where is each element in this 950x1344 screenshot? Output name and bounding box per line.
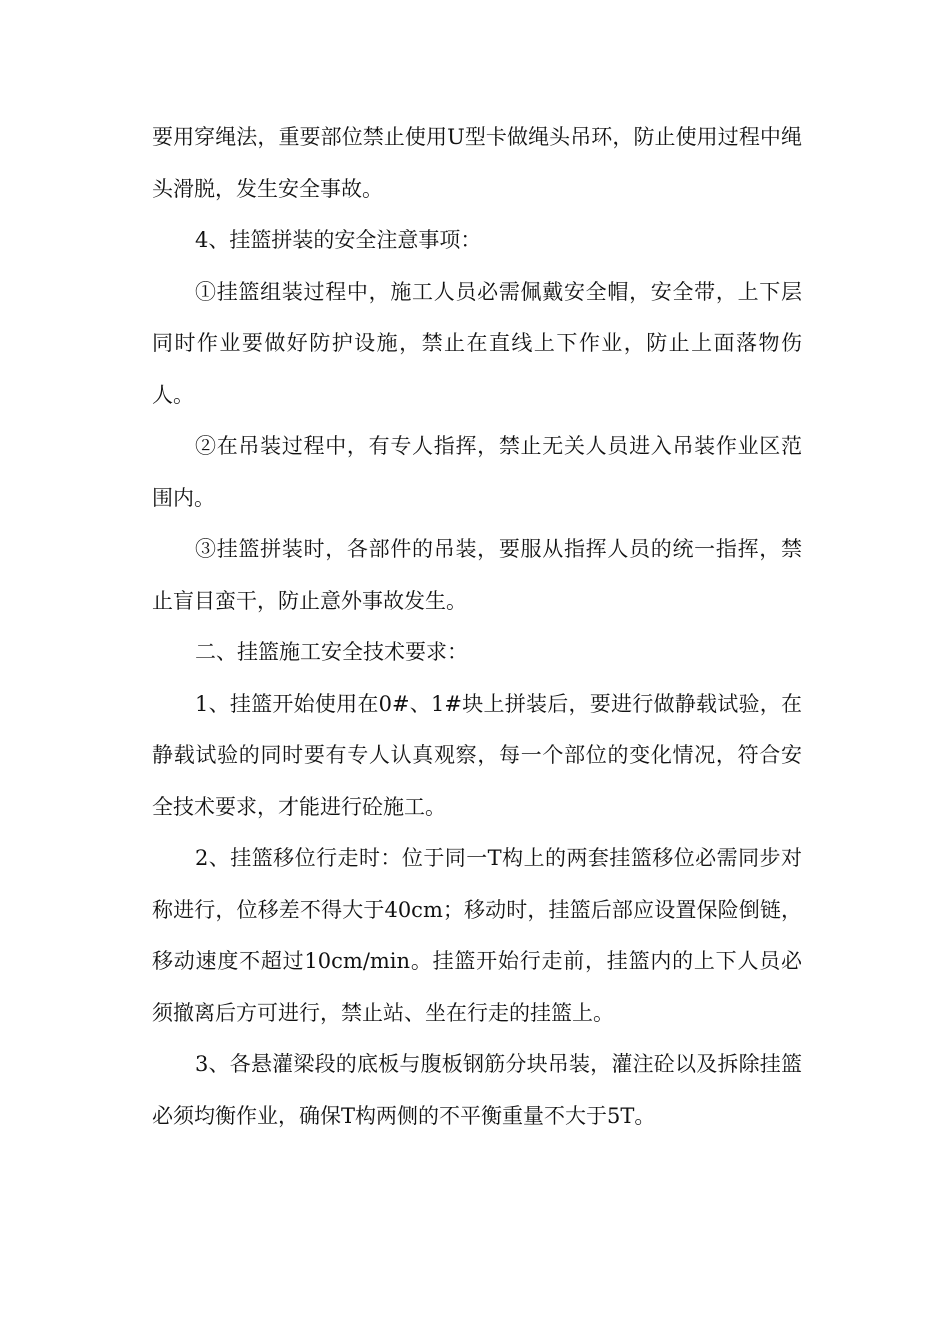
- paragraph-heading-assembly-safety: 4、挂篮拼装的安全注意事项：: [195, 228, 482, 252]
- section-heading-technical-requirements: 二、挂篮施工安全技术要求：: [195, 640, 468, 664]
- paragraph-item-2: ②在吊装过程中，有专人指挥，禁止无关人员进入吊装作业区范围内。: [152, 434, 802, 510]
- paragraph-item-3: ③挂篮拼装时，各部件的吊装，要服从指挥人员的统一指挥，禁止盲目蛮干，防止意外事故发生。: [152, 537, 802, 613]
- paragraph-requirement-3: 3、各悬灌梁段的底板与腹板钢筋分块吊装，灌注砼以及拆除挂篮必须均衡作业，确保T构两侧的不平衡重量不大于5T。: [152, 1052, 802, 1128]
- paragraph-requirement-1: 1、挂篮开始使用在0#、1#块上拼装后，要进行做静载试验，在静载试验的同时要有专人认真观察，每一个部位的变化情况，符合安全技术要求，才能进行砼施工。: [152, 691, 802, 819]
- paragraph-requirement-2: 2、挂篮移位行走时：位于同一T构上的两套挂篮移位必需同步对称进行，位移差不得大于40cm；移动时，挂篮后部应设置保险倒链，移动速度不超过10cm/min。挂篮开始行走前，挂篮内的上下人员必须撤离后方可进行，禁止站、坐在行走的挂篮上。: [152, 846, 802, 1025]
- paragraph-continuation: 要用穿绳法，重要部位禁止使用U型卡做绳头吊环，防止使用过程中绳头滑脱，发生安全事故。: [152, 125, 802, 201]
- paragraph-item-1: ①挂篮组装过程中，施工人员必需佩戴安全帽，安全带，上下层同时作业要做好防护设施，禁止在直线上下作业，防止上面落物伤人。: [152, 279, 802, 407]
- document-body: [152, 112, 802, 1142]
